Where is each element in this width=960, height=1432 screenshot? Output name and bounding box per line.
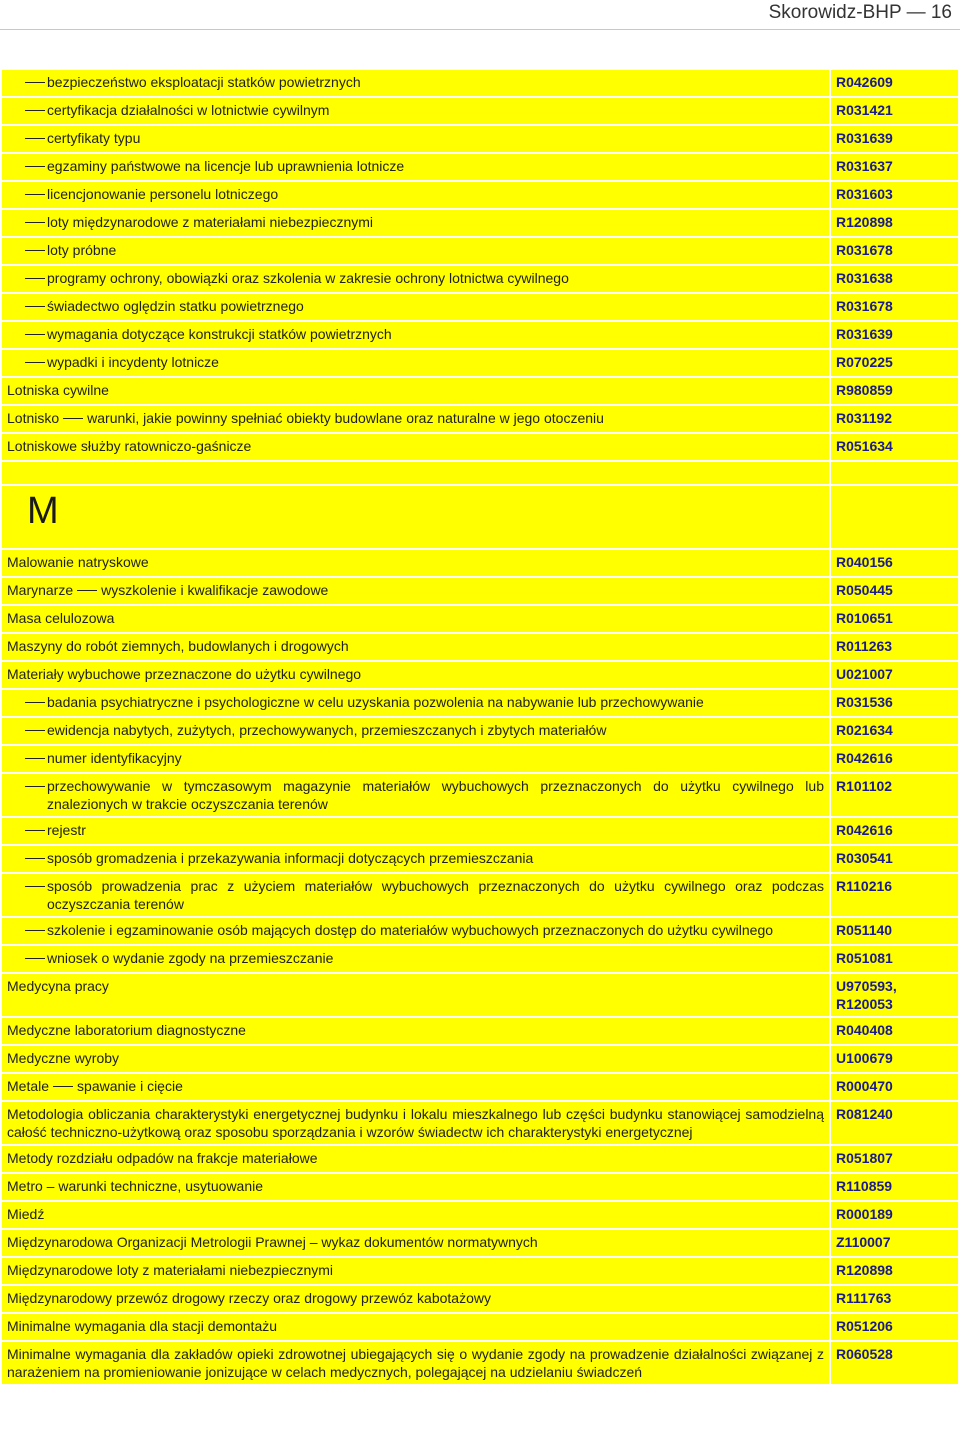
index-entry-row <box>2 1258 958 1284</box>
index-entry-row <box>2 746 958 772</box>
entry-code: R051807 <box>836 1150 893 1166</box>
entry-code: R051081 <box>836 950 893 966</box>
index-entry-row <box>2 378 958 404</box>
index-entry-row <box>2 1046 958 1072</box>
entry-code-cell <box>831 126 958 152</box>
entry-subterm: loty próbne <box>47 242 117 258</box>
entry-term: Metodologia obliczania charakterystyki energetycznej budynku i lokalu mieszkalnego lub części budynku stanowiącej samodzielną całość techniczno-użytkową oraz sposobu sporządzania i wzorów świadectw ich charakterystyki energetycznej <box>7 1106 824 1140</box>
entry-code: R021634 <box>836 722 893 738</box>
entry-code: R031637 <box>836 158 893 174</box>
entry-code-cell <box>831 1174 958 1200</box>
em-dash-marker <box>25 758 45 759</box>
entry-code: R980859 <box>836 382 893 398</box>
entry-code-cell <box>831 1258 958 1284</box>
em-dash-marker <box>25 702 45 703</box>
entry-term-cell <box>2 1286 829 1312</box>
entry-term-cell <box>2 1046 829 1072</box>
entry-code-cell <box>831 718 958 744</box>
entry-code: R120898 <box>836 1262 893 1278</box>
entry-term-cell <box>2 182 829 208</box>
entry-term-cell <box>2 70 829 96</box>
entry-code-cell <box>831 486 958 548</box>
entry-code-cell <box>831 434 958 460</box>
index-entry-row <box>2 1202 958 1228</box>
entry-code-cell <box>831 662 958 688</box>
index-entry-row <box>2 550 958 576</box>
entry-code: R031603 <box>836 186 893 202</box>
index-entry-row <box>2 874 958 916</box>
entry-term-cell <box>2 662 829 688</box>
index-entry-row <box>2 126 958 152</box>
entry-code-cell <box>831 350 958 376</box>
entry-term-cell <box>2 690 829 716</box>
section-letter: M <box>27 490 59 532</box>
entry-subterm: certyfikacja działalności w lotnictwie cywilnym <box>47 102 330 118</box>
entry-code-cell <box>831 634 958 660</box>
entry-term-cell <box>2 1230 829 1256</box>
entry-subterm: szkolenie i egzaminowanie osób mających dostęp do materiałów wybuchowych przeznaczonych do użytku cywilnego <box>47 922 774 938</box>
entry-term-cell <box>2 1202 829 1228</box>
em-dash-marker <box>25 138 45 139</box>
entry-code: R051634 <box>836 438 893 454</box>
entry-term-cell <box>2 126 829 152</box>
entry-code-cell <box>831 818 958 844</box>
index-entry-row <box>2 818 958 844</box>
index-entry-row <box>2 718 958 744</box>
index-entry-row <box>2 1174 958 1200</box>
entry-subterm: sposób prowadzenia prac z użyciem materiałów wybuchowych przeznaczonych do użytku cywilnego oraz podczas oczyszczania terenów <box>47 878 824 912</box>
page-header <box>0 0 960 26</box>
entry-subterm: wypadki i incydenty lotnicze <box>47 354 219 370</box>
index-entry-row <box>2 322 958 348</box>
index-entry-row <box>2 662 958 688</box>
entry-code-cell <box>831 1018 958 1044</box>
entry-term-cell <box>2 322 829 348</box>
entry-subterm: ewidencja nabytych, zużytych, przechowywanych, przemieszczanych i zbytych materiałów <box>47 722 607 738</box>
entry-term: Minimalne wymagania dla zakładów opieki zdrowotnej ubiegających się o wydanie zgody na prowadzenie działalności związanej z narażeniem na promieniowanie jonizujące w celach medycznych, polegającej na udzielaniu świadczeń <box>7 1346 824 1380</box>
entry-term-cell <box>2 1074 829 1100</box>
entry-term: Medyczne wyroby <box>7 1050 120 1066</box>
entry-code: R081240 <box>836 1106 893 1122</box>
entry-term-cell <box>2 746 829 772</box>
entry-term-cell <box>2 406 829 432</box>
entry-code-cell <box>831 846 958 872</box>
entry-code-cell <box>831 1230 958 1256</box>
entry-term: Lotniskowe służby ratowniczo-gaśnicze <box>7 438 252 454</box>
entry-code-cell <box>831 874 958 916</box>
index-entry-row <box>2 578 958 604</box>
index-entry-row <box>2 1286 958 1312</box>
entry-term-cell <box>2 818 829 844</box>
entry-term-cell <box>2 266 829 292</box>
em-dash-marker <box>25 886 45 887</box>
index-entry-row <box>2 634 958 660</box>
page-title: Skorowidz-BHP — 16 <box>768 2 952 23</box>
entry-code-cell <box>831 154 958 180</box>
index-entry-row <box>2 238 958 264</box>
entry-code: R042616 <box>836 750 893 766</box>
entry-code-cell <box>831 1074 958 1100</box>
entry-term-cell <box>2 98 829 124</box>
entry-term: Metody rozdziału odpadów na frakcje materiałowe <box>7 1150 318 1166</box>
entry-term-cell <box>2 1146 829 1172</box>
entry-term-cell <box>2 634 829 660</box>
entry-code: Z110007 <box>836 1234 891 1250</box>
entry-code: R010651 <box>836 610 893 626</box>
em-dash-marker <box>25 786 45 787</box>
index-entry-row <box>2 1230 958 1256</box>
index-entry-row <box>2 974 958 1016</box>
entry-subterm: spawanie i cięcie <box>77 1078 183 1094</box>
entry-term-cell <box>2 378 829 404</box>
entry-code: R042616 <box>836 822 893 838</box>
entry-code-cell <box>831 946 958 972</box>
index-entry-row <box>2 1342 958 1384</box>
entry-term-cell <box>2 1314 829 1340</box>
entry-code: R110216 <box>836 878 893 894</box>
entry-term: Lotnisko <box>7 410 60 426</box>
entry-code-cell <box>831 1102 958 1144</box>
entry-term-cell <box>2 238 829 264</box>
entry-term: Materiały wybuchowe przeznaczone do użytku cywilnego <box>7 666 362 682</box>
entry-term: Lotniska cywilne <box>7 382 109 398</box>
index-entry-row <box>2 1314 958 1340</box>
entry-code: R040408 <box>836 1022 893 1038</box>
entry-term-cell <box>2 1102 829 1144</box>
em-dash-marker <box>25 930 45 931</box>
index-entry-row <box>2 690 958 716</box>
entry-code-cell <box>831 266 958 292</box>
entry-code: R051140 <box>836 922 893 938</box>
entry-term-cell <box>2 718 829 744</box>
entry-code-cell <box>831 550 958 576</box>
entry-code-cell <box>831 70 958 96</box>
entry-term-cell <box>2 294 829 320</box>
entry-term: Medyczne laboratorium diagnostyczne <box>7 1022 246 1038</box>
entry-code: R101102 <box>836 778 893 794</box>
entry-term: Międzynarodowe loty z materiałami niebezpiecznymi <box>7 1262 334 1278</box>
index-entry-row <box>2 1074 958 1100</box>
em-dash-marker <box>25 306 45 307</box>
entry-subterm: badania psychiatryczne i psychologiczne w celu uzyskania pozwolenia na nabywanie lub przechowywanie <box>47 694 704 710</box>
entry-term-cell <box>2 1258 829 1284</box>
em-dash-marker <box>63 418 83 419</box>
index-entry-row <box>2 70 958 96</box>
entry-code-cell <box>831 1046 958 1072</box>
em-dash-marker <box>25 362 45 363</box>
entry-subterm: wniosek o wydanie zgody na przemieszczanie <box>47 950 334 966</box>
entry-code: R030541 <box>836 850 893 866</box>
em-dash-marker <box>25 830 45 831</box>
entry-term-cell <box>2 974 829 1016</box>
entry-code: R060528 <box>836 1346 893 1362</box>
em-dash-marker <box>25 250 45 251</box>
entry-term: Marynarze <box>7 582 74 598</box>
entry-subterm: wyszkolenie i kwalifikacje zawodowe <box>101 582 329 598</box>
entry-subterm: programy ochrony, obowiązki oraz szkolenia w zakresie ochrony lotnictwa cywilnego <box>47 270 569 286</box>
entry-code: U100679 <box>836 1050 893 1066</box>
em-dash-marker <box>25 222 45 223</box>
index-entry-row <box>2 294 958 320</box>
entry-code: R120898 <box>836 214 893 230</box>
entry-term-cell <box>2 1018 829 1044</box>
em-dash-marker <box>25 278 45 279</box>
em-dash-marker <box>25 166 45 167</box>
index-entry-row <box>2 1146 958 1172</box>
entry-code-cell <box>831 1314 958 1340</box>
index-table <box>2 70 958 1386</box>
entry-subterm: sposób gromadzenia i przekazywania informacji dotyczących przemieszczania <box>47 850 534 866</box>
entry-code: R031536 <box>836 694 893 710</box>
entry-code-cell <box>831 182 958 208</box>
em-dash-marker <box>25 194 45 195</box>
entry-term-cell <box>2 462 829 484</box>
index-entry-row <box>2 918 958 944</box>
entry-code-cell <box>831 606 958 632</box>
entry-code: R031192 <box>836 410 893 426</box>
entry-code-cell <box>831 462 958 484</box>
entry-term: Międzynarodowa Organizacji Metrologii Prawnej – wykaz dokumentów normatywnych <box>7 1234 538 1250</box>
entry-code: U021007 <box>836 666 893 682</box>
entry-code: R011263 <box>836 638 893 654</box>
entry-subterm: przechowywanie w tymczasowym magazynie materiałów wybuchowych przeznaczonych do użytku cywilnego lub znalezionych w trakcie oczyszczania terenów <box>47 778 824 812</box>
entry-code-cell <box>831 690 958 716</box>
entry-term-cell <box>2 578 829 604</box>
entry-code-cell <box>831 1202 958 1228</box>
index-entry-row <box>2 350 958 376</box>
entry-term: Miedź <box>7 1206 45 1222</box>
index-entry-row <box>2 774 958 816</box>
entry-code-cell <box>831 918 958 944</box>
index-entry-row <box>2 1018 958 1044</box>
entry-code: R040156 <box>836 554 893 570</box>
entry-term: Masa celulozowa <box>7 610 115 626</box>
entry-subterm: loty międzynarodowe z materiałami niebezpiecznymi <box>47 214 374 230</box>
entry-term-cell <box>2 918 829 944</box>
entry-code-cell <box>831 406 958 432</box>
entry-term-cell <box>2 1342 829 1384</box>
entry-subterm: bezpieczeństwo eksploatacji statków powietrznych <box>47 74 361 90</box>
entry-code: R031678 <box>836 298 893 314</box>
em-dash-marker <box>25 110 45 111</box>
entry-code: R031421 <box>836 102 893 118</box>
entry-subterm: licencjonowanie personelu lotniczego <box>47 186 279 202</box>
entry-code-cell <box>831 238 958 264</box>
entry-term-cell <box>2 154 829 180</box>
entry-code: R000189 <box>836 1206 893 1222</box>
entry-term: Międzynarodowy przewóz drogowy rzeczy oraz drogowy przewóz kabotażowy <box>7 1290 491 1306</box>
entry-code: R031678 <box>836 242 893 258</box>
entry-code: R110859 <box>836 1178 893 1194</box>
entry-code-cell <box>831 746 958 772</box>
entry-term-cell <box>2 1174 829 1200</box>
entry-term-cell <box>2 846 829 872</box>
entry-term-cell <box>2 210 829 236</box>
index-entry-row <box>2 98 958 124</box>
em-dash-marker <box>25 730 45 731</box>
entry-code: R031638 <box>836 270 893 286</box>
entry-code-cell <box>831 378 958 404</box>
entry-term-cell <box>2 606 829 632</box>
index-entry-row <box>2 182 958 208</box>
index-entry-row <box>2 154 958 180</box>
entry-subterm: egzaminy państwowe na licencje lub uprawnienia lotnicze <box>47 158 405 174</box>
spacer-row <box>2 462 958 484</box>
header-divider <box>0 29 960 30</box>
entry-code-cell <box>831 294 958 320</box>
entry-term-cell <box>2 774 829 816</box>
entry-code: R042609 <box>836 74 893 90</box>
entry-term-cell <box>2 350 829 376</box>
index-entry-row <box>2 606 958 632</box>
index-entry-row <box>2 406 958 432</box>
em-dash-marker <box>25 858 45 859</box>
entry-code-cell <box>831 578 958 604</box>
entry-subterm: numer identyfikacyjny <box>47 750 182 766</box>
entry-subterm: świadectwo oględzin statku powietrznego <box>47 298 304 314</box>
entry-term-cell <box>2 550 829 576</box>
entry-term: Metro – warunki techniczne, usytuowanie <box>7 1178 264 1194</box>
entry-code-cell <box>831 1146 958 1172</box>
entry-code-cell <box>831 774 958 816</box>
entry-code: R000470 <box>836 1078 893 1094</box>
em-dash-marker <box>25 334 45 335</box>
entry-code-cell <box>831 1342 958 1384</box>
em-dash-marker <box>25 82 45 83</box>
index-entry-row <box>2 846 958 872</box>
em-dash-marker <box>77 590 97 591</box>
entry-term: Metale <box>7 1078 50 1094</box>
section-letter-row <box>2 486 958 548</box>
entry-code: U970593, R120053 <box>836 978 897 1012</box>
em-dash-marker <box>25 958 45 959</box>
entry-code: R111763 <box>836 1290 892 1306</box>
entry-subterm: rejestr <box>47 822 86 838</box>
entry-term-cell <box>2 946 829 972</box>
entry-code: R050445 <box>836 582 893 598</box>
entry-term: Minimalne wymagania dla stacji demontażu <box>7 1318 278 1334</box>
index-entry-row <box>2 1102 958 1144</box>
entry-term-cell <box>2 874 829 916</box>
entry-code-cell <box>831 974 958 1016</box>
entry-code: R031639 <box>836 130 893 146</box>
index-entry-row <box>2 946 958 972</box>
entry-subterm: wymagania dotyczące konstrukcji statków powietrznych <box>47 326 392 342</box>
entry-subterm: warunki, jakie powinny spełniać obiekty budowlane oraz naturalne w jego otoczeniu <box>87 410 604 426</box>
entry-code-cell <box>831 322 958 348</box>
entry-term-cell <box>2 486 829 548</box>
index-entry-row <box>2 210 958 236</box>
entry-code: R070225 <box>836 354 893 370</box>
entry-code-cell <box>831 98 958 124</box>
entry-term: Maszyny do robót ziemnych, budowlanych i drogowych <box>7 638 349 654</box>
index-entry-row <box>2 266 958 292</box>
em-dash-marker <box>53 1086 73 1087</box>
entry-subterm: certyfikaty typu <box>47 130 141 146</box>
entry-code-cell <box>831 1286 958 1312</box>
entry-term-cell <box>2 434 829 460</box>
entry-term: Medycyna pracy <box>7 978 109 994</box>
entry-code: R031639 <box>836 326 893 342</box>
entry-code-cell <box>831 210 958 236</box>
index-entry-row <box>2 434 958 460</box>
entry-term: Malowanie natryskowe <box>7 554 149 570</box>
entry-code: R051206 <box>836 1318 893 1334</box>
